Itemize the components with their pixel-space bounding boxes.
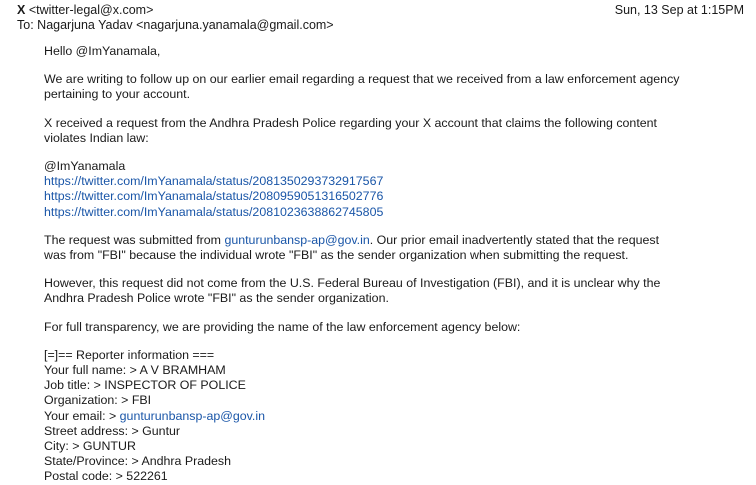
- reporter-organization: Organization: > FBI: [44, 393, 152, 408]
- reporter-email-label: Your email: >: [44, 408, 120, 423]
- paragraph-1-line-1: We are writing to follow up on our earlier email regarding a request that we received from a law enforcement agency: [44, 72, 680, 87]
- paragraph-3-text: The request was submitted from: [44, 232, 225, 247]
- greeting: Hello @ImYanamala,: [44, 44, 161, 58]
- sender-email-link[interactable]: gunturunbansp-ap@gov.in: [224, 232, 370, 247]
- sender-address[interactable]: <twitter-legal@x.com>: [28, 3, 154, 17]
- reporter-state: State/Province: > Andhra Pradesh: [44, 454, 232, 469]
- paragraph-3-line-1: [44, 233, 734, 248]
- reporter-street: Street address: > Guntur: [44, 423, 181, 438]
- status-link[interactable]: https://twitter.com/ImYanamala/status/2080959051316502776: [44, 189, 384, 204]
- sender-name[interactable]: X: [17, 3, 26, 17]
- status-link[interactable]: https://twitter.com/ImYanamala/status/2081350293732917567: [44, 174, 384, 189]
- paragraph-2-line-2: violates Indian law:: [44, 130, 149, 145]
- paragraph-4-line-2: Andhra Pradesh Police wrote "FBI" as the sender organization.: [44, 291, 389, 306]
- to-line: [17, 18, 744, 33]
- reporter-city: City: > GUNTUR: [44, 439, 136, 454]
- status-link[interactable]: https://twitter.com/ImYanamala/status/2081023638862745805: [44, 204, 384, 219]
- email-date: Sun, 13 Sep at 1:15PM: [614, 3, 744, 17]
- account-handle: @ImYanamala: [44, 159, 126, 174]
- paragraph-2-line-1: X received a request from the Andhra Pradesh Police regarding your X account that claims the following content: [44, 115, 657, 130]
- reporter-header: [=]== Reporter information ===: [44, 347, 215, 362]
- reporter-email: [44, 409, 734, 424]
- reporter-postal: Postal code: > 522261: [44, 469, 168, 484]
- reporter-job-title: Job title: > INSPECTOR OF POLICE: [44, 378, 246, 393]
- email-body: [44, 44, 734, 485]
- paragraph-3-text: . Our prior email inadvertently stated that the request: [369, 232, 660, 247]
- paragraph-3-line-2: was from "FBI" because the individual wrote "FBI" as the sender organization when submitting the request.: [44, 248, 629, 263]
- paragraph-4-line-1: However, this request did not come from the U.S. Federal Bureau of Investigation (FBI), and it is unclear why the: [44, 276, 661, 291]
- paragraph-1-line-2: pertaining to your account.: [44, 87, 191, 102]
- reporter-email-link[interactable]: gunturunbansp-ap@gov.in: [119, 408, 265, 423]
- reporter-full-name: Your full name: > A V BRAMHAM: [44, 363, 226, 378]
- recipient[interactable]: Nagarjuna Yadav <nagarjuna.yanamala@gmail.com>: [37, 18, 334, 32]
- paragraph-5: For full transparency, we are providing the name of the law enforcement agency below:: [44, 319, 521, 334]
- email-header: [17, 3, 744, 33]
- to-label: To:: [17, 18, 34, 32]
